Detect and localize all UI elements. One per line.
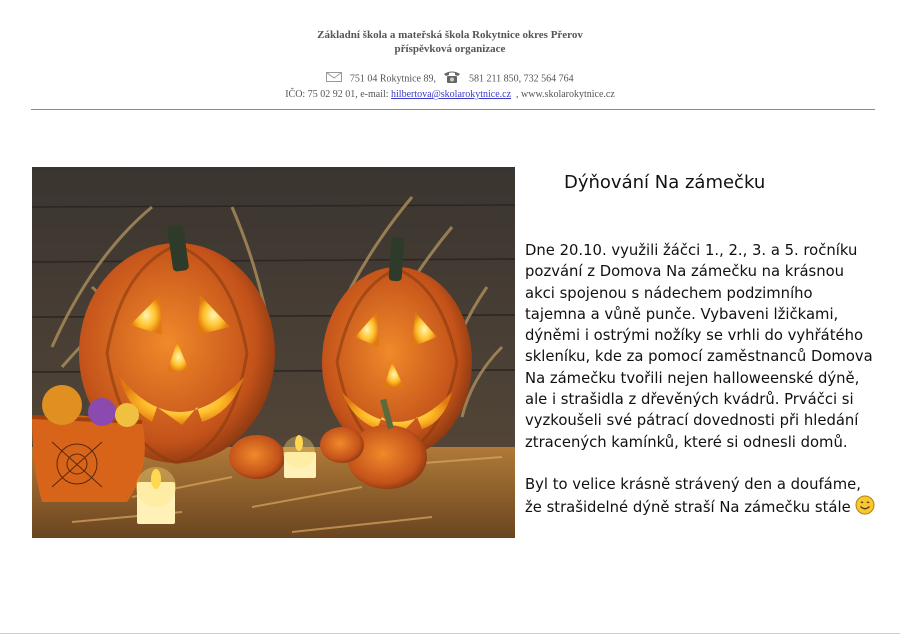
school-type: příspěvková organizace xyxy=(394,43,506,55)
school-header xyxy=(0,28,900,56)
contact-line-2 xyxy=(0,88,900,101)
contact-block xyxy=(0,70,900,101)
contact-line-1 xyxy=(0,70,900,88)
phone-icon xyxy=(443,70,461,88)
email-link[interactable]: hilbertova@skolarokytnice.cz xyxy=(391,89,512,100)
envelope-icon xyxy=(326,72,342,86)
ico-text: IČO: 75 02 92 01, e-mail: xyxy=(285,89,389,100)
pumpkins-photo xyxy=(32,167,515,538)
school-name: Základní škola a mateřská škola Rokytnice okres Přerov xyxy=(317,29,583,41)
article-title: Dýňování Na zámečku xyxy=(564,172,766,193)
paragraph-2-text: Byl to velice krásně strávený den a doufáme, že strašidelné dýně straší Na zámečku stále xyxy=(525,475,861,517)
article-body xyxy=(525,240,875,522)
paragraph-2 xyxy=(525,474,875,522)
header-divider xyxy=(31,109,875,110)
paragraph-1: Dne 20.10. využili žáčci 1., 2., 3. a 5. ročníku pozvání z Domova Na zámečku na krásnou akci spojenou s nádechem podzimního tajemna a vůně punče. Vybaveni lžičkami, dýněmi i ostrými nožíky se vrhli do vyhřátého skleníku, kde za pomocí zaměstnanců Domova Na zámečku tvořili nejen halloweenské dýně, ale i strašidla z dřevěných kvádrů. Prváčci si vyzkoušeli své pátrací dovednosti při hledání ztracených kamínků, které si odnesli domů. xyxy=(525,242,873,451)
page-bottom-edge xyxy=(0,633,900,634)
address-text: 751 04 Rokytnice 89, xyxy=(349,73,436,85)
smiley-icon xyxy=(855,495,875,521)
web-text: , www.skolarokytnice.cz xyxy=(516,89,615,100)
phone-numbers: 581 211 850, 732 564 764 xyxy=(468,73,574,85)
